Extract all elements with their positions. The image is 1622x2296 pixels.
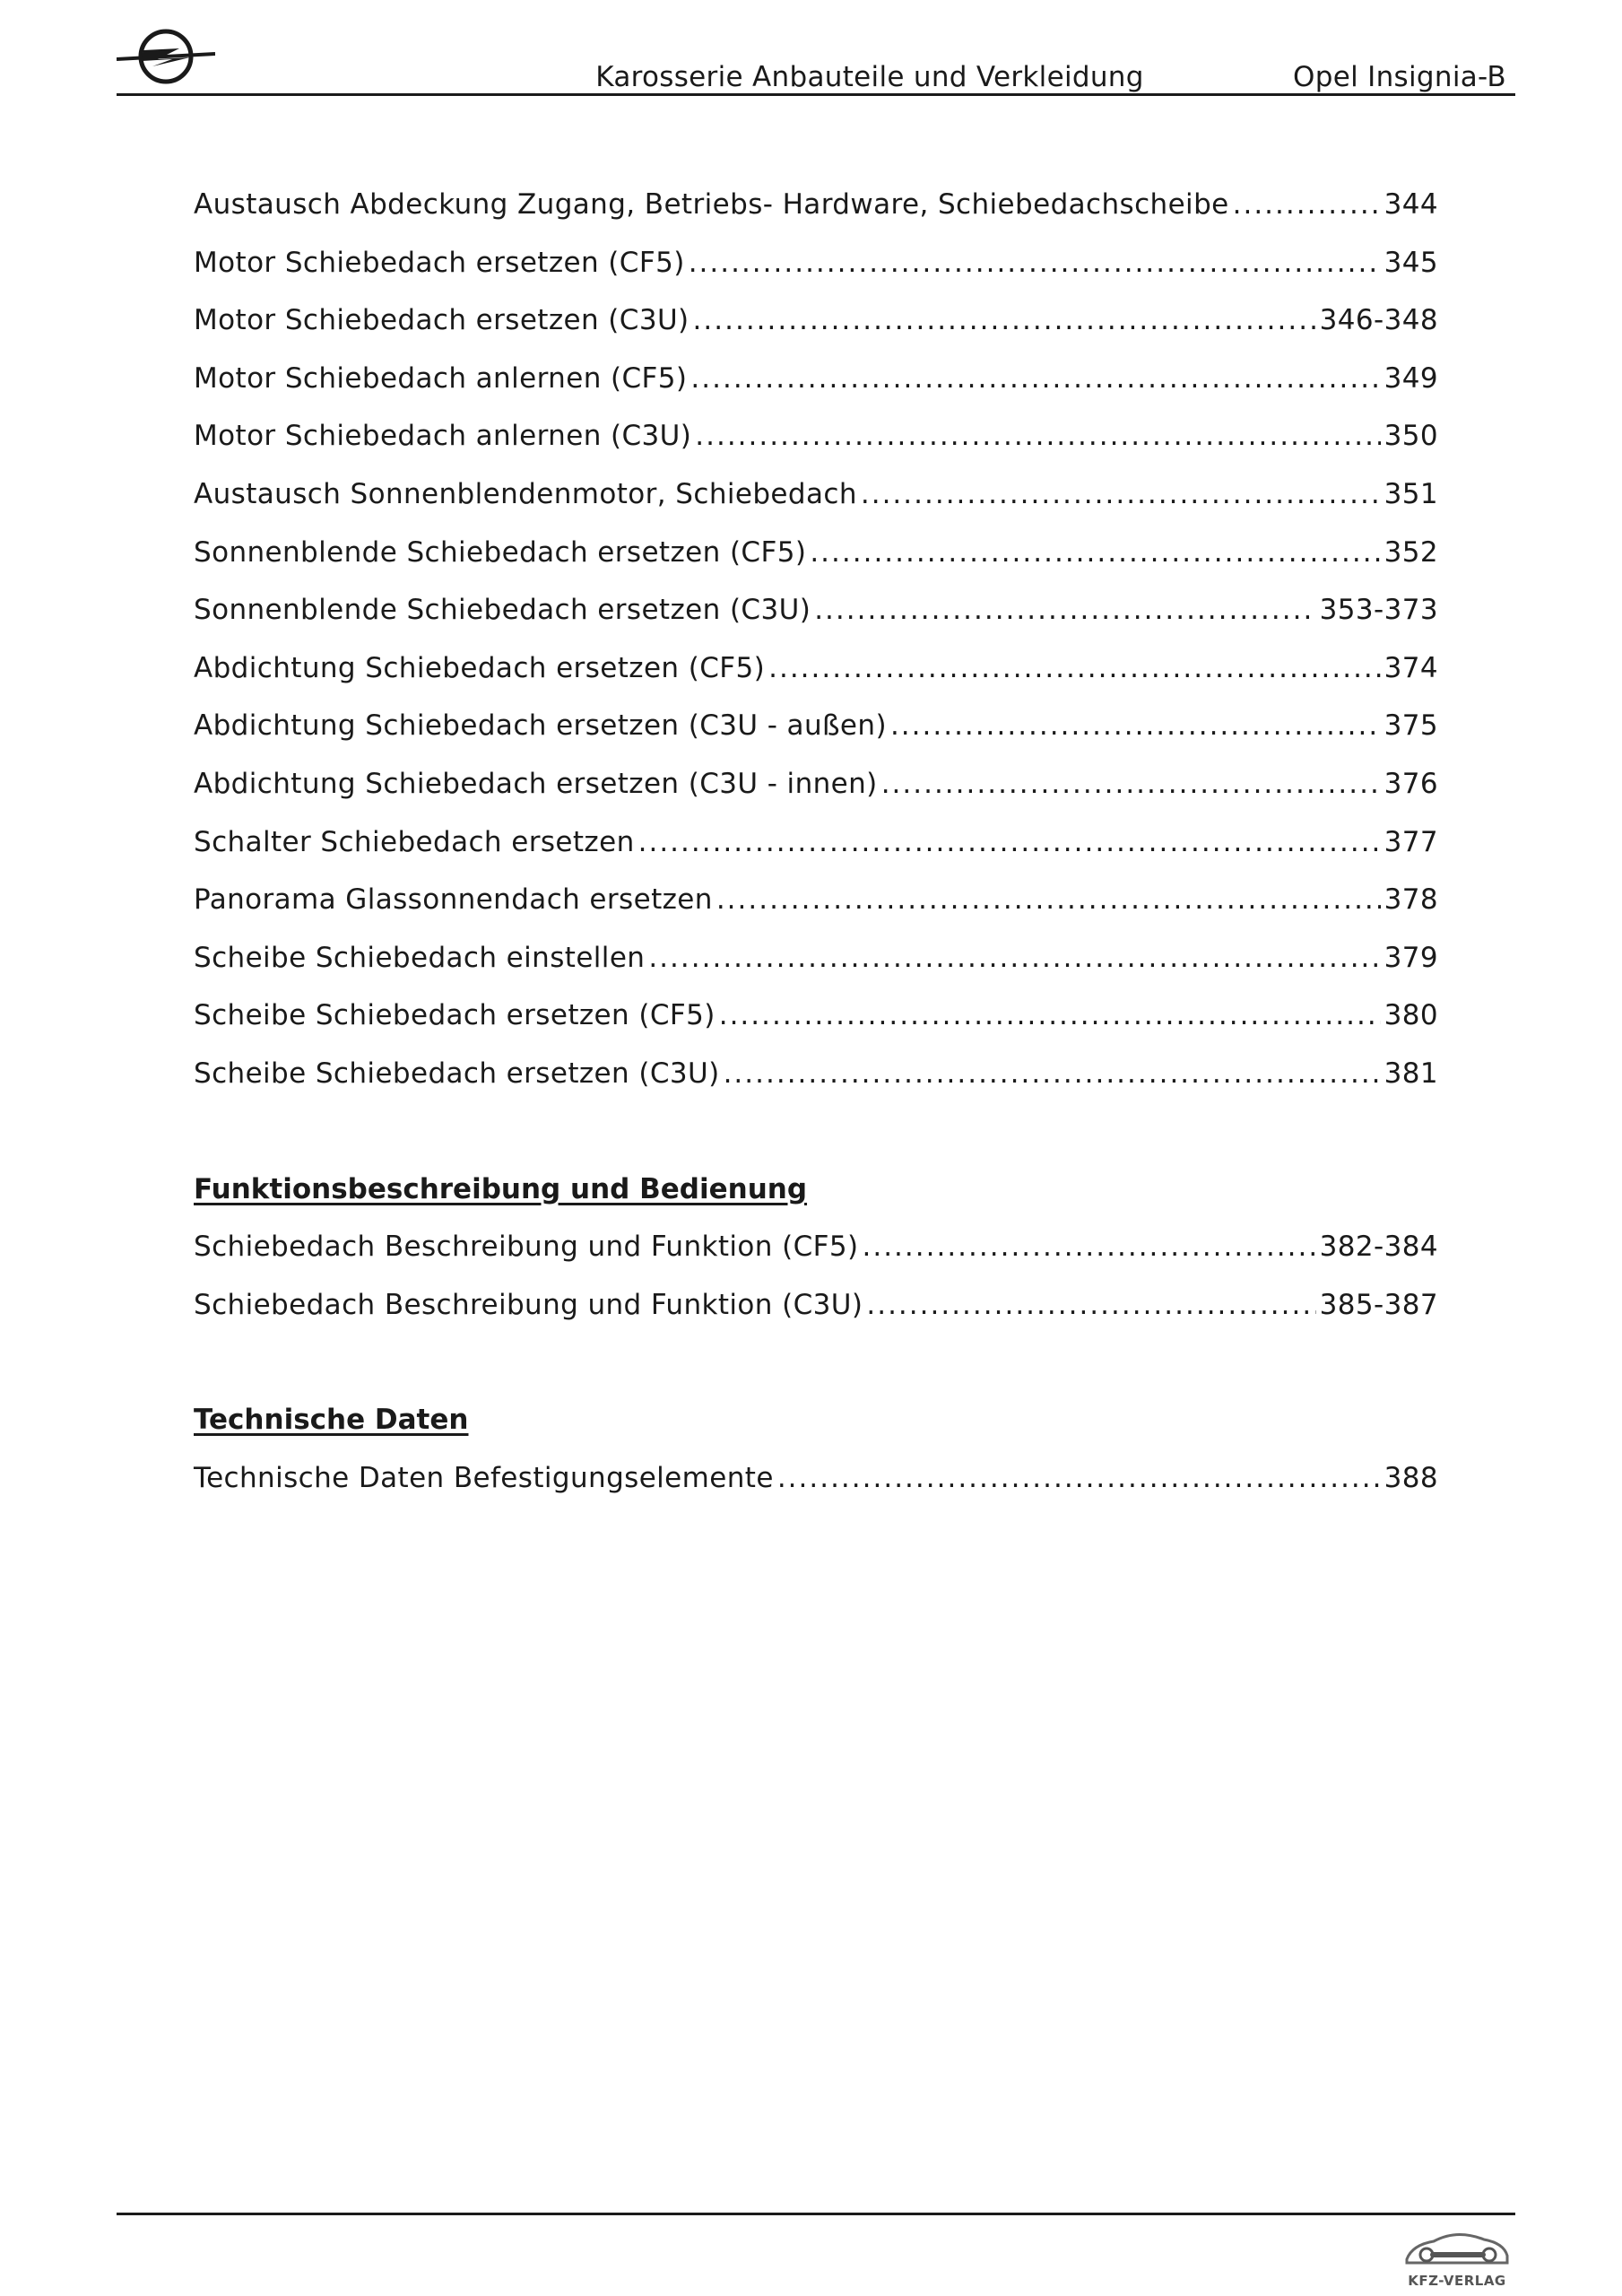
toc-entry-page: 381 bbox=[1383, 1057, 1438, 1090]
toc-leader-dots bbox=[719, 999, 1381, 1031]
toc-entry-page: 377 bbox=[1383, 825, 1438, 858]
toc-entry[interactable] bbox=[194, 362, 1438, 421]
header-title: Karosserie Anbauteile und Verkleidung bbox=[595, 61, 1144, 93]
toc-leader-dots bbox=[890, 709, 1381, 742]
section-heading bbox=[194, 1404, 1438, 1462]
toc-entry-title: Sonnenblende Schiebedach ersetzen (C3U) bbox=[194, 594, 811, 627]
toc-entry-title: Scheibe Schiebedach ersetzen (CF5) bbox=[194, 999, 716, 1032]
toc-entry[interactable] bbox=[194, 188, 1438, 247]
toc-entry-page: 378 bbox=[1383, 883, 1438, 917]
toc-entry-page: 376 bbox=[1383, 767, 1438, 800]
toc-entry-page: 375 bbox=[1383, 709, 1438, 743]
toc-entry-title: Scheibe Schiebedach einstellen bbox=[194, 941, 646, 974]
toc-leader-dots bbox=[689, 247, 1381, 279]
toc-entry[interactable] bbox=[194, 942, 1438, 1000]
toc-entry-title: Schiebedach Beschreibung und Funktion (CF5) bbox=[194, 1231, 859, 1264]
table-of-contents bbox=[194, 188, 1438, 1519]
toc-entry-title: Abdichtung Schiebedach ersetzen (C3U - innen) bbox=[194, 767, 878, 800]
section-heading-text: Funktionsbeschreibung und Bedienung bbox=[194, 1172, 808, 1205]
toc-entry[interactable] bbox=[194, 768, 1438, 826]
toc-leader-dots bbox=[724, 1057, 1381, 1090]
toc-entry[interactable] bbox=[194, 594, 1438, 652]
toc-entry[interactable] bbox=[194, 652, 1438, 710]
toc-entry[interactable] bbox=[194, 999, 1438, 1057]
toc-entry-page: 388 bbox=[1383, 1461, 1438, 1494]
toc-entry-page: 382-384 bbox=[1319, 1231, 1438, 1264]
toc-entry[interactable] bbox=[194, 536, 1438, 595]
toc-leader-dots bbox=[638, 826, 1381, 858]
toc-entry-title: Abdichtung Schiebedach ersetzen (C3U - außen) bbox=[194, 709, 887, 743]
toc-entry[interactable] bbox=[194, 1289, 1438, 1347]
toc-leader-dots bbox=[881, 768, 1381, 800]
section-spacer bbox=[194, 1346, 1438, 1404]
toc-leader-dots bbox=[866, 1289, 1315, 1321]
toc-entry-title: Austausch Sonnenblendenmotor, Schiebedach bbox=[194, 477, 857, 510]
toc-leader-dots bbox=[1233, 188, 1381, 221]
toc-entry[interactable] bbox=[194, 478, 1438, 536]
toc-entry-title: Motor Schiebedach ersetzen (CF5) bbox=[194, 246, 685, 279]
publisher-name: KFZ-VERLAG bbox=[1408, 2273, 1506, 2289]
toc-entry[interactable] bbox=[194, 1057, 1438, 1116]
toc-leader-dots bbox=[716, 883, 1381, 916]
toc-leader-dots bbox=[695, 420, 1380, 452]
toc-entry-title: Technische Daten Befestigungselemente bbox=[194, 1461, 774, 1494]
header-divider bbox=[117, 93, 1515, 96]
toc-leader-dots bbox=[768, 652, 1381, 684]
toc-entry[interactable] bbox=[194, 826, 1438, 884]
toc-entry[interactable] bbox=[194, 883, 1438, 942]
section-heading bbox=[194, 1173, 1438, 1231]
toc-entry-page: 350 bbox=[1383, 420, 1438, 453]
toc-entry-title: Austausch Abdeckung Zugang, Betriebs- Hardware, Schiebedachscheibe bbox=[194, 188, 1229, 221]
footer-divider bbox=[117, 2213, 1515, 2215]
toc-entry-page: 351 bbox=[1383, 477, 1438, 510]
toc-entry[interactable] bbox=[194, 1462, 1438, 1520]
toc-leader-dots bbox=[777, 1462, 1381, 1494]
toc-entry[interactable] bbox=[194, 1231, 1438, 1289]
toc-entry[interactable] bbox=[194, 420, 1438, 478]
toc-entry[interactable] bbox=[194, 709, 1438, 768]
toc-entry-title: Sonnenblende Schiebedach ersetzen (CF5) bbox=[194, 535, 807, 569]
section-heading-text: Technische Daten bbox=[194, 1404, 469, 1437]
toc-entry-page: 385-387 bbox=[1319, 1288, 1438, 1321]
toc-entry[interactable] bbox=[194, 247, 1438, 305]
toc-entry-title: Schalter Schiebedach ersetzen bbox=[194, 825, 635, 858]
opel-blitz-logo-icon bbox=[117, 27, 215, 86]
toc-entry-title: Motor Schiebedach ersetzen (C3U) bbox=[194, 304, 690, 337]
toc-leader-dots bbox=[690, 362, 1380, 395]
toc-entry-page: 349 bbox=[1383, 361, 1438, 395]
toc-leader-dots bbox=[863, 1231, 1316, 1263]
toc-entry[interactable] bbox=[194, 304, 1438, 362]
toc-leader-dots bbox=[648, 942, 1380, 974]
toc-entry-title: Motor Schiebedach anlernen (CF5) bbox=[194, 361, 688, 395]
toc-entry-title: Motor Schiebedach anlernen (C3U) bbox=[194, 420, 692, 453]
toc-entry-title: Panorama Glassonnendach ersetzen bbox=[194, 883, 713, 917]
toc-entry-page: 345 bbox=[1383, 246, 1438, 279]
toc-entry-page: 379 bbox=[1383, 941, 1438, 974]
header-model: Opel Insignia-B bbox=[1293, 61, 1506, 93]
toc-entry-page: 353-373 bbox=[1319, 594, 1438, 627]
toc-entry-title: Schiebedach Beschreibung und Funktion (C3U) bbox=[194, 1288, 863, 1321]
toc-leader-dots bbox=[861, 478, 1381, 510]
toc-entry-page: 352 bbox=[1383, 535, 1438, 569]
toc-leader-dots bbox=[810, 536, 1380, 569]
toc-entry-page: 346-348 bbox=[1319, 304, 1438, 337]
toc-entry-page: 380 bbox=[1383, 999, 1438, 1032]
toc-entry-page: 344 bbox=[1383, 188, 1438, 221]
toc-entry-page: 374 bbox=[1383, 651, 1438, 684]
page-header bbox=[117, 18, 1515, 97]
toc-leader-dots bbox=[693, 304, 1316, 336]
toc-leader-dots bbox=[814, 594, 1315, 626]
toc-entry-title: Scheibe Schiebedach ersetzen (C3U) bbox=[194, 1057, 720, 1090]
section-spacer bbox=[194, 1116, 1438, 1173]
toc-entry-title: Abdichtung Schiebedach ersetzen (CF5) bbox=[194, 651, 766, 684]
